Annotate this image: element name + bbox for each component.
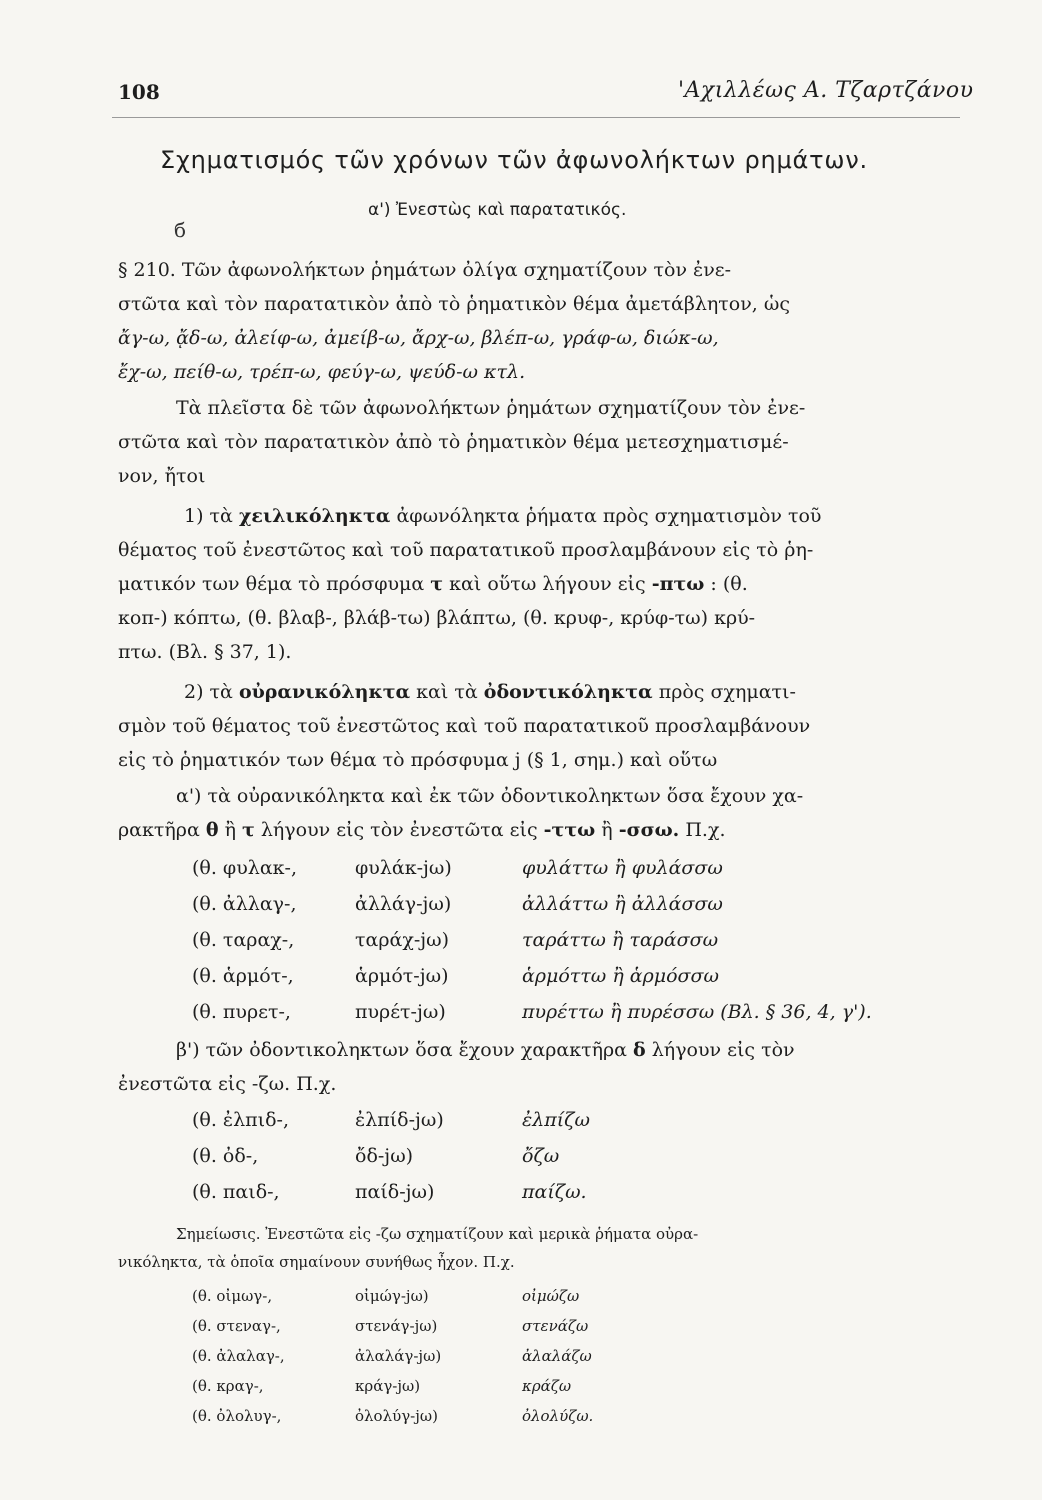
item-1-line: πτω. (Βλ. § 37, 1).: [118, 641, 292, 663]
paragraph-210-line: στῶτα καὶ τὸν παρατατικὸν ἀπὸ τὸ ῥηματικὸν θέμα ἀμετάβλητον, ὡς: [118, 293, 790, 315]
sub-b-line: [176, 1038, 960, 1062]
table-b-result: ὄζω: [522, 1145, 560, 1167]
table-note-result: στενάζω: [522, 1317, 589, 1335]
table-note-theme: (θ. οἰμωγ-,: [192, 1287, 273, 1305]
affix-t: τ: [430, 573, 444, 595]
margin-pencil-mark: б: [174, 218, 187, 242]
table-b-form: ἐλπίδ-jω): [355, 1109, 444, 1131]
item-2-text: καὶ τὰ: [416, 681, 478, 703]
table-a-form: ταράχ-jω): [355, 929, 450, 951]
sub-a-line: α') τὰ οὐρανικόληκτα καὶ ἐκ τῶν ὀδοντικοληκτων ὅσα ἔχουν χα-: [176, 785, 804, 807]
sub-a-text: λήγουν εἰς τὸν ἐνεστῶτα εἰς: [260, 819, 538, 841]
table-note-result: οἰμώζω: [522, 1287, 580, 1305]
table-note-result: ὀλολύζω.: [522, 1407, 594, 1425]
table-a-result: πυρέττω ἢ πυρέσσω (Βλ. § 36, 4, γ').: [522, 1001, 872, 1023]
item-2-line: [184, 680, 960, 704]
table-note-form: οἰμώγ-jω): [355, 1287, 429, 1305]
item-2-line: σμὸν τοῦ θέματος τοῦ ἐνεστῶτος καὶ τοῦ παρατατικοῦ προσλαμβάνουν: [118, 715, 811, 737]
paragraph-210-line: ἄγ-ω, ᾄδ-ω, ἀλείφ-ω, ἀμείβ-ω, ἄρχ-ω, βλέπ-ω, γράφ-ω, διώκ-ω,: [118, 327, 719, 349]
header-divider: [112, 117, 960, 118]
table-note-form: κράγ-jω): [355, 1377, 421, 1395]
table-note-result: ἀλαλάζω: [522, 1347, 592, 1365]
table-b-result: παίζω.: [522, 1181, 587, 1203]
table-b-form: παίδ-jω): [355, 1181, 435, 1203]
table-a-result: ἁρμόττω ἢ ἁρμόσσω: [522, 965, 719, 987]
term-dental: ὀδοντικόληκτα: [483, 681, 653, 703]
table-a-theme: (θ. πυρετ-,: [192, 1001, 291, 1023]
sub-b-text: λήγουν εἰς τὸν: [651, 1039, 795, 1061]
item-1-line: [184, 504, 960, 528]
item-1-line: θέματος τοῦ ἐνεστῶτος καὶ τοῦ παρατατικοῦ προσλαμβάνουν εἰς τὸ ῥη-: [118, 539, 814, 561]
ending-ttw: -ττω: [543, 819, 596, 841]
sub-b-text: β') τῶν ὀδοντικοληκτων ὅσα ἔχουν χαρακτῆρα: [176, 1039, 627, 1061]
paragraph-line: νον, ἤτοι: [118, 465, 206, 487]
table-b-form: ὄδ-jω): [355, 1145, 414, 1167]
table-note-theme: (θ. κραγ-,: [192, 1377, 264, 1395]
table-a-form: ἁρμότ-jω): [355, 965, 449, 987]
item-1-line: [118, 572, 960, 596]
table-a-result: ταράττω ἢ ταράσσω: [522, 929, 719, 951]
table-a-result: ἀλλάττω ἢ ἀλλάσσω: [522, 893, 723, 915]
sub-a-text: ἢ: [224, 819, 236, 841]
item-2-line: εἰς τὸ ῥηματικόν των θέμα τὸ πρόσφυμα j (§ 1, σημ.) καὶ οὕτω: [118, 749, 718, 771]
table-a-form: πυρέτ-jω): [355, 1001, 446, 1023]
ending-ptw: -πτω: [651, 573, 705, 595]
table-note-result: κράζω: [522, 1377, 572, 1395]
table-b-theme: (θ. ὀδ-,: [192, 1145, 259, 1167]
table-a-theme: (θ. ἀλλαγ-,: [192, 893, 297, 915]
table-a-theme: (θ. φυλακ-,: [192, 857, 297, 879]
table-a-theme: (θ. ταραχ-,: [192, 929, 295, 951]
sub-a-text: Π.χ.: [685, 819, 726, 841]
paragraph-line: Τὰ πλεῖστα δὲ τῶν ἀφωνολήκτων ῥημάτων σχηματίζουν τὸν ἐνε-: [176, 397, 806, 419]
table-a-theme: (θ. ἁρμότ-,: [192, 965, 294, 987]
table-note-theme: (θ. στεναγ-,: [192, 1317, 281, 1335]
item-1-text: ἀφωνόληκτα ῥήματα πρὸς σχηματισμὸν τοῦ: [396, 505, 822, 527]
page-number: 108: [118, 80, 160, 104]
ending-ssw: -σσω.: [618, 819, 680, 841]
section-subtitle: α') Ἐνεστὼς καὶ παρατατικός.: [368, 200, 627, 220]
paragraph-line: στῶτα καὶ τὸν παρατατικὸν ἀπὸ τὸ ῥηματικὸν θέμα μετεσχηματισμέ-: [118, 431, 789, 453]
table-note-form: ὀλολύγ-jω): [355, 1407, 438, 1425]
item-2-number: 2) τὰ: [184, 681, 233, 703]
table-b-result: ἐλπίζω: [522, 1109, 590, 1131]
chapter-title: Σχηματισμός τῶν χρόνων τῶν ἀφωνολήκτων ρημάτων.: [160, 146, 868, 174]
sub-b-line: ἐνεστῶτα εἰς -ζω. Π.χ.: [118, 1073, 337, 1095]
term-labial: χειλικόληκτα: [238, 505, 391, 527]
sub-a-text: ἢ: [601, 819, 613, 841]
item-2-text: πρὸς σχηματι-: [658, 681, 796, 703]
table-note-theme: (θ. ἀλαλαγ-,: [192, 1347, 285, 1365]
char-d: δ: [633, 1039, 646, 1061]
paragraph-210-line: § 210. Τῶν ἀφωνολήκτων ῥημάτων ὀλίγα σχηματίζουν τὸν ἐνε-: [118, 259, 732, 281]
table-note-theme: (θ. ὀλολυγ-,: [192, 1407, 282, 1425]
paragraph-210-line: ἔχ-ω, πείθ-ω, τρέπ-ω, φεύγ-ω, ψεύδ-ω κτλ.: [118, 361, 526, 383]
term-palatal: οὐρανικόληκτα: [238, 681, 411, 703]
sub-a-text: ρακτῆρα: [118, 819, 200, 841]
table-a-form: ἀλλάγ-jω): [355, 893, 452, 915]
running-header-author: 'Αχιλλέως Α. Τζαρτζάνου: [678, 78, 974, 103]
table-note-form: στενάγ-jω): [355, 1317, 438, 1335]
table-a-form: φυλάκ-jω): [355, 857, 452, 879]
item-1-text: καὶ οὕτω λήγουν εἰς: [449, 573, 646, 595]
table-a-result: φυλάττω ἢ φυλάσσω: [522, 857, 723, 879]
table-b-theme: (θ. παιδ-,: [192, 1181, 280, 1203]
note-line: νικόληκτα, τὰ ὁποῖα σημαίνουν συνήθως ἦχον. Π.χ.: [118, 1253, 515, 1271]
char-t: τ: [242, 819, 255, 841]
char-th: θ: [205, 819, 219, 841]
sub-a-line: [118, 818, 960, 842]
item-1-line: κοπ-) κόπτω, (θ. βλαβ-, βλάβ-τω) βλάπτω, (θ. κρυφ-, κρύφ-τω) κρύ-: [118, 607, 756, 629]
item-1-number: 1) τὰ: [184, 505, 233, 527]
item-1-text: : (θ.: [710, 573, 748, 595]
table-b-theme: (θ. ἐλπιδ-,: [192, 1109, 290, 1131]
note-line: Σημείωσις. Ἐνεστῶτα εἰς -ζω σχηματίζουν καὶ μερικὰ ῥήματα οὐρα-: [176, 1225, 699, 1243]
item-1-text: ματικόν των θέμα τὸ πρόσφυμα: [118, 573, 425, 595]
table-note-form: ἀλαλάγ-jω): [355, 1347, 442, 1365]
